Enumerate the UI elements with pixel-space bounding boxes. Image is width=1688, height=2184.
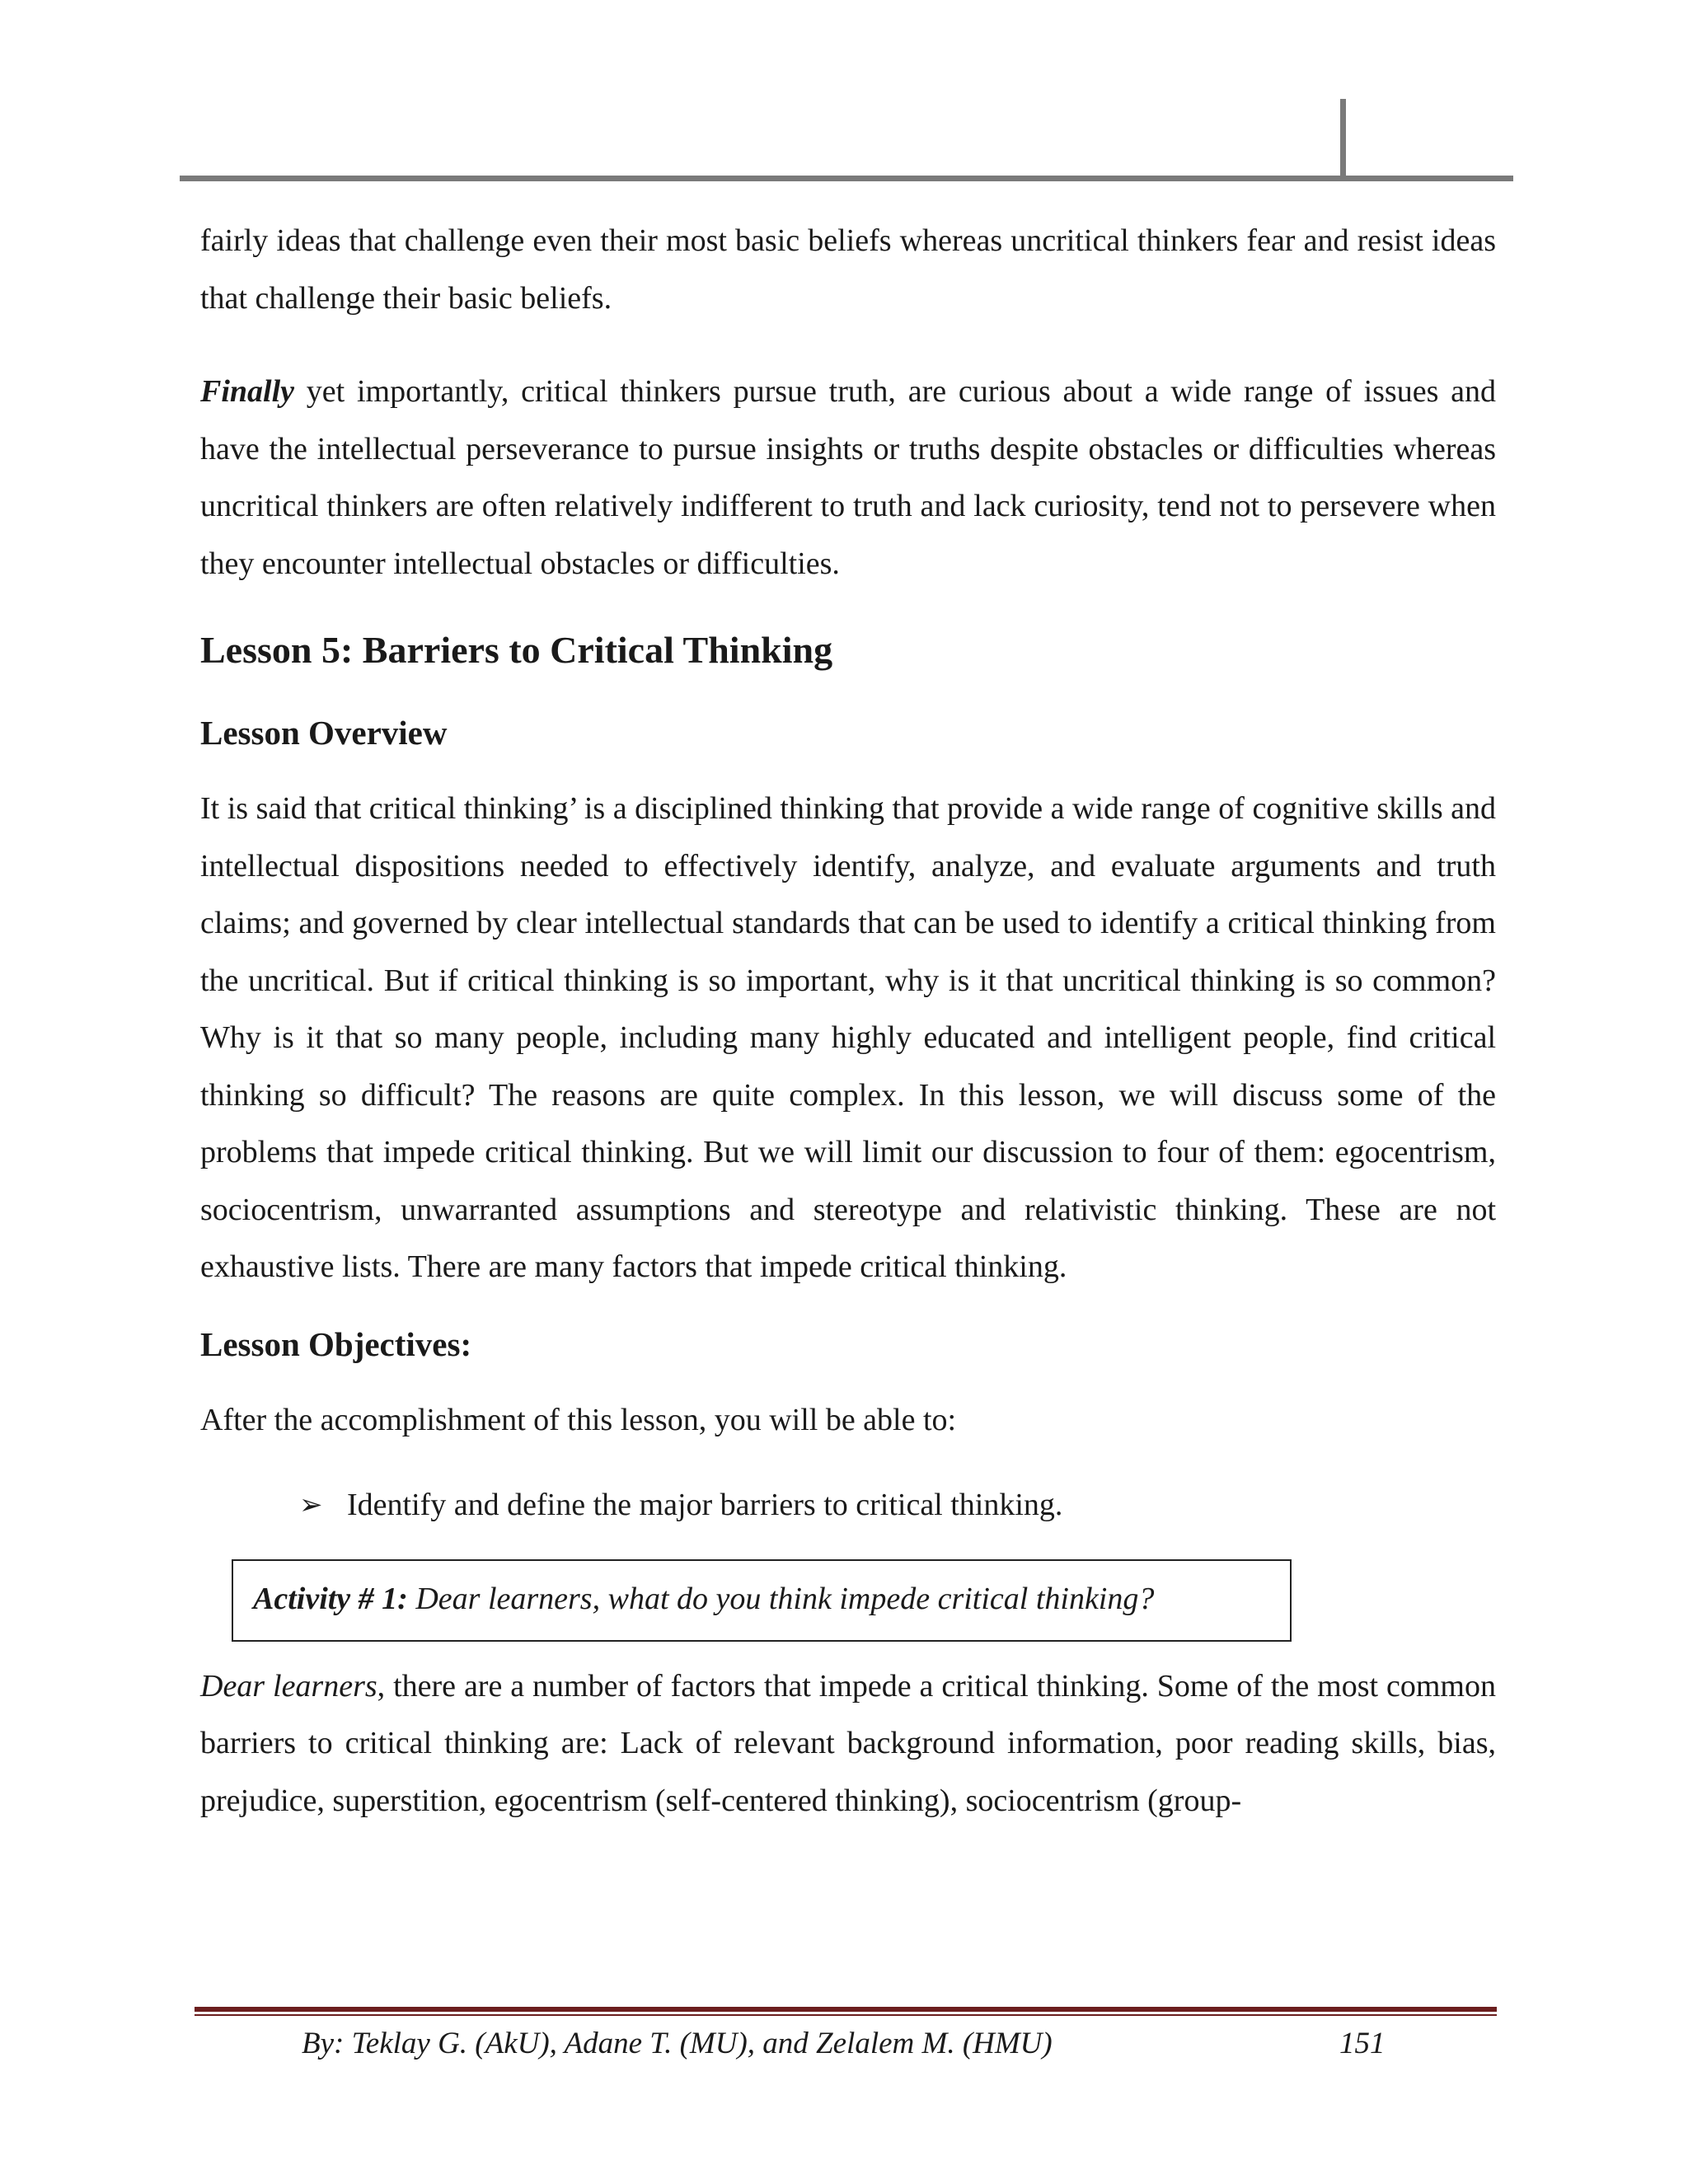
paragraph-finally: [200, 363, 1496, 593]
objective-item: [299, 1477, 1496, 1535]
paragraph-finally-text: yet importantly, critical thinkers pursue truth, are curious about a wide range of issues and have the intellectual perseverance to pursue insights or truths despite obstacles or difficulties whereas uncritical thinkers are often relatively indifferent to truth and lack curiosity, tend not to persevere when they encounter intellectual obstacles or difficulties.: [200, 374, 1496, 581]
page-body: [200, 213, 1496, 1830]
overview-paragraph: It is said that critical thinking’ is a disciplined thinking that provide a wide range of cognitive skills and intellectual dispositions needed to effectively identify, analyze, and evaluate arguments and truth claims; and governed by clear intellectual standards that can be used to identify a critical thinking from the uncritical. But if critical thinking is so important, why is it that uncritical thinking is so common? Why is it that so many people, including many highly educated and intelligent people, find critical thinking so difficult? The reasons are quite complex. In this lesson, we will discuss some of the problems that impede critical thinking. But we will limit our discussion to four of them: egocentrism, sociocentrism, unwarranted assumptions and stereotype and relativistic thinking. These are not exhaustive lists. There are many factors that impede critical thinking.: [200, 791, 1496, 1284]
footer-rule: [195, 2007, 1497, 2012]
footer-authors: By: Teklay G. (AkU), Adane T. (MU), and Zelalem M. (HMU): [302, 2027, 1053, 2060]
header-rule: [180, 176, 1513, 181]
page-number: 151: [1339, 2027, 1386, 2060]
objectives-intro: After the accomplishment of this lesson, you will be able to:: [200, 1402, 957, 1437]
paragraph-continuation: fairly ideas that challenge even their most basic beliefs whereas uncritical thinkers fear and resist ideas that challenge their basic beliefs.: [200, 223, 1496, 316]
activity-question: Dear learners, what do you think impede critical thinking?: [407, 1581, 1155, 1616]
activity-label: Activity # 1:: [253, 1581, 408, 1616]
overview-heading: Lesson Overview: [200, 714, 448, 752]
objective-item-text: Identify and define the major barriers to critical thinking.: [347, 1488, 1063, 1522]
header-tick: [1340, 99, 1346, 178]
objectives-heading: Lesson Objectives:: [200, 1324, 472, 1363]
barriers-text: , there are a number of factors that impede a critical thinking. Some of the most common barriers to critical thinking are: Lack of relevant background information, poor reading skills, bias, prejudice, superstition, egocentrism (self-centered thinking), sociocentrism (group-: [200, 1668, 1496, 1818]
barriers-lead: Dear learners: [200, 1668, 377, 1704]
lesson-title: Lesson 5: Barriers to Critical Thinking: [200, 629, 833, 671]
barriers-paragraph: [200, 1658, 1496, 1830]
arrow-bullet-icon: ➢: [299, 1490, 323, 1521]
footer-rule-thin: [195, 2014, 1497, 2016]
activity-box: [232, 1559, 1292, 1642]
paragraph-lead-word: Finally: [200, 374, 295, 409]
